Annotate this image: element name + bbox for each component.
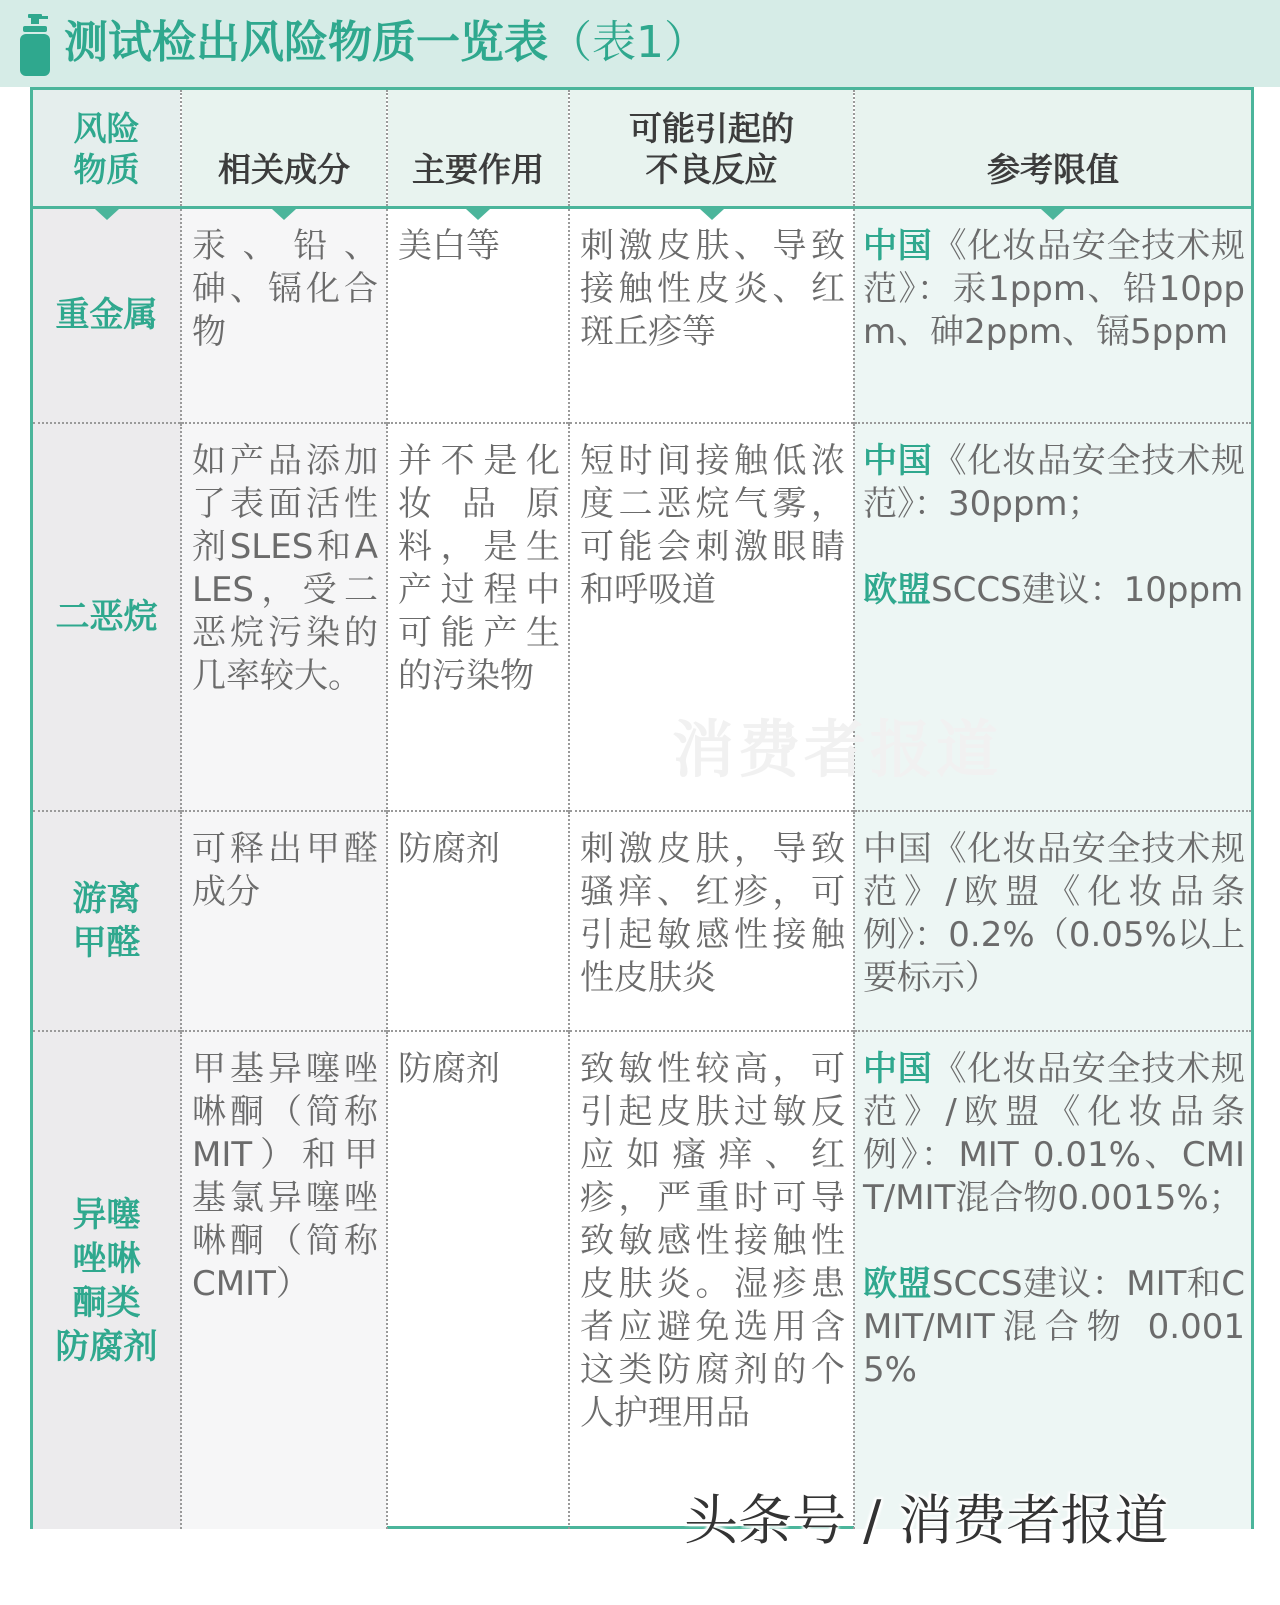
limit-cn-label: 中国 — [863, 1049, 933, 1089]
table-header-row — [33, 90, 1251, 207]
cell-reaction: 刺激皮肤、导致接触性皮炎、红斑丘疹等 — [569, 207, 854, 423]
cell-reaction: 刺激皮肤，导致骚痒、红疹，可引起敏感性接触性皮肤炎 — [569, 811, 854, 1031]
cell-component: 可释出甲醛成分 — [181, 811, 387, 1031]
limit-eu-text: SCCS建议：MIT和CMIT/MIT混合物 0.0015% — [863, 1264, 1246, 1390]
limit-cn-text: 《化妆品安全技术规范》：30ppm； — [863, 441, 1246, 524]
table-row — [33, 811, 1251, 1031]
cell-function: 防腐剂 — [387, 811, 569, 1031]
cell-function: 并不是化妆品原料，是生产过程中可能产生的污染物 — [387, 423, 569, 811]
table-row — [33, 207, 1251, 423]
cell-reaction: 短时间接触低浓度二恶烷气雾，可能会刺激眼睛和呼吸道 — [569, 423, 854, 811]
header-reaction: 可能引起的 不良反应 — [569, 90, 854, 207]
cell-limit — [854, 423, 1251, 811]
cell-component: 甲基异噻唑啉酮（简称MIT）和甲基氯异噻唑啉酮（简称CMIT） — [181, 1031, 387, 1529]
bottle-icon — [18, 14, 52, 76]
limit-eu-text: SCCS建议：10ppm — [931, 570, 1244, 610]
cell-risk: 游离 甲醛 — [33, 811, 181, 1031]
header-arrow-icon — [1041, 209, 1065, 220]
cell-limit — [854, 811, 1251, 1031]
cell-risk: 异噻 唑啉 酮类 防腐剂 — [33, 1031, 181, 1529]
header-arrow-icon — [95, 209, 119, 220]
cell-component: 如产品添加了表面活性剂SLES和ALES，受二恶烷污染的几率较大。 — [181, 423, 387, 811]
header-risk: 风险 物质 — [33, 90, 181, 207]
cell-limit — [854, 1031, 1251, 1529]
title-main: 测试检出风险物质一览表 — [64, 17, 548, 68]
cell-component: 汞、铅、砷、镉化合物 — [181, 207, 387, 423]
title-suffix: （表1） — [548, 17, 708, 68]
limit-cn-text: 《化妆品安全技术规范》/欧盟《化妆品条例》：MIT 0.01%、CMIT/MIT混合物0.0015%； — [863, 1049, 1246, 1218]
cell-function: 美白等 — [387, 207, 569, 423]
cell-risk: 二恶烷 — [33, 423, 181, 811]
limit-cn-text: 中国《化妆品安全技术规范》/欧盟《化妆品条例》：0.2%（0.05%以上要标示） — [863, 829, 1245, 998]
limit-cn-text: 《化妆品安全技术规范》：汞1ppm、铅10ppm、砷2ppm、镉5ppm — [863, 225, 1246, 352]
title-banner — [0, 0, 1280, 87]
limit-eu-label: 欧盟 — [863, 1264, 932, 1304]
limit-cn-label: 中国 — [863, 225, 933, 266]
watermark: 消费者报道 — [672, 713, 1003, 786]
header-arrow-icon — [700, 209, 724, 220]
cell-function: 防腐剂 — [387, 1031, 569, 1529]
table-row — [33, 423, 1251, 811]
risk-substance-table — [30, 87, 1254, 1529]
header-function: 主要作用 — [387, 90, 569, 207]
page-title — [64, 13, 708, 73]
header-component: 相关成分 — [181, 90, 387, 207]
limit-eu-label: 欧盟 — [863, 570, 931, 610]
limit-cn-label: 中国 — [863, 441, 933, 481]
table-row — [33, 1031, 1251, 1529]
header-arrow-icon — [466, 209, 490, 220]
source-credit: 头条号 / 消费者报道 — [684, 1489, 1169, 1552]
cell-limit — [854, 207, 1251, 423]
header-limit: 参考限值 — [854, 90, 1251, 207]
header-arrow-icon — [272, 209, 296, 220]
cell-reaction: 致敏性较高，可引起皮肤过敏反应如瘙痒、红疹，严重时可导致敏感性接触性皮肤炎。湿疹患者应避免选用含这类防腐剂的个人护理用品 — [569, 1031, 854, 1529]
cell-risk: 重金属 — [33, 207, 181, 423]
